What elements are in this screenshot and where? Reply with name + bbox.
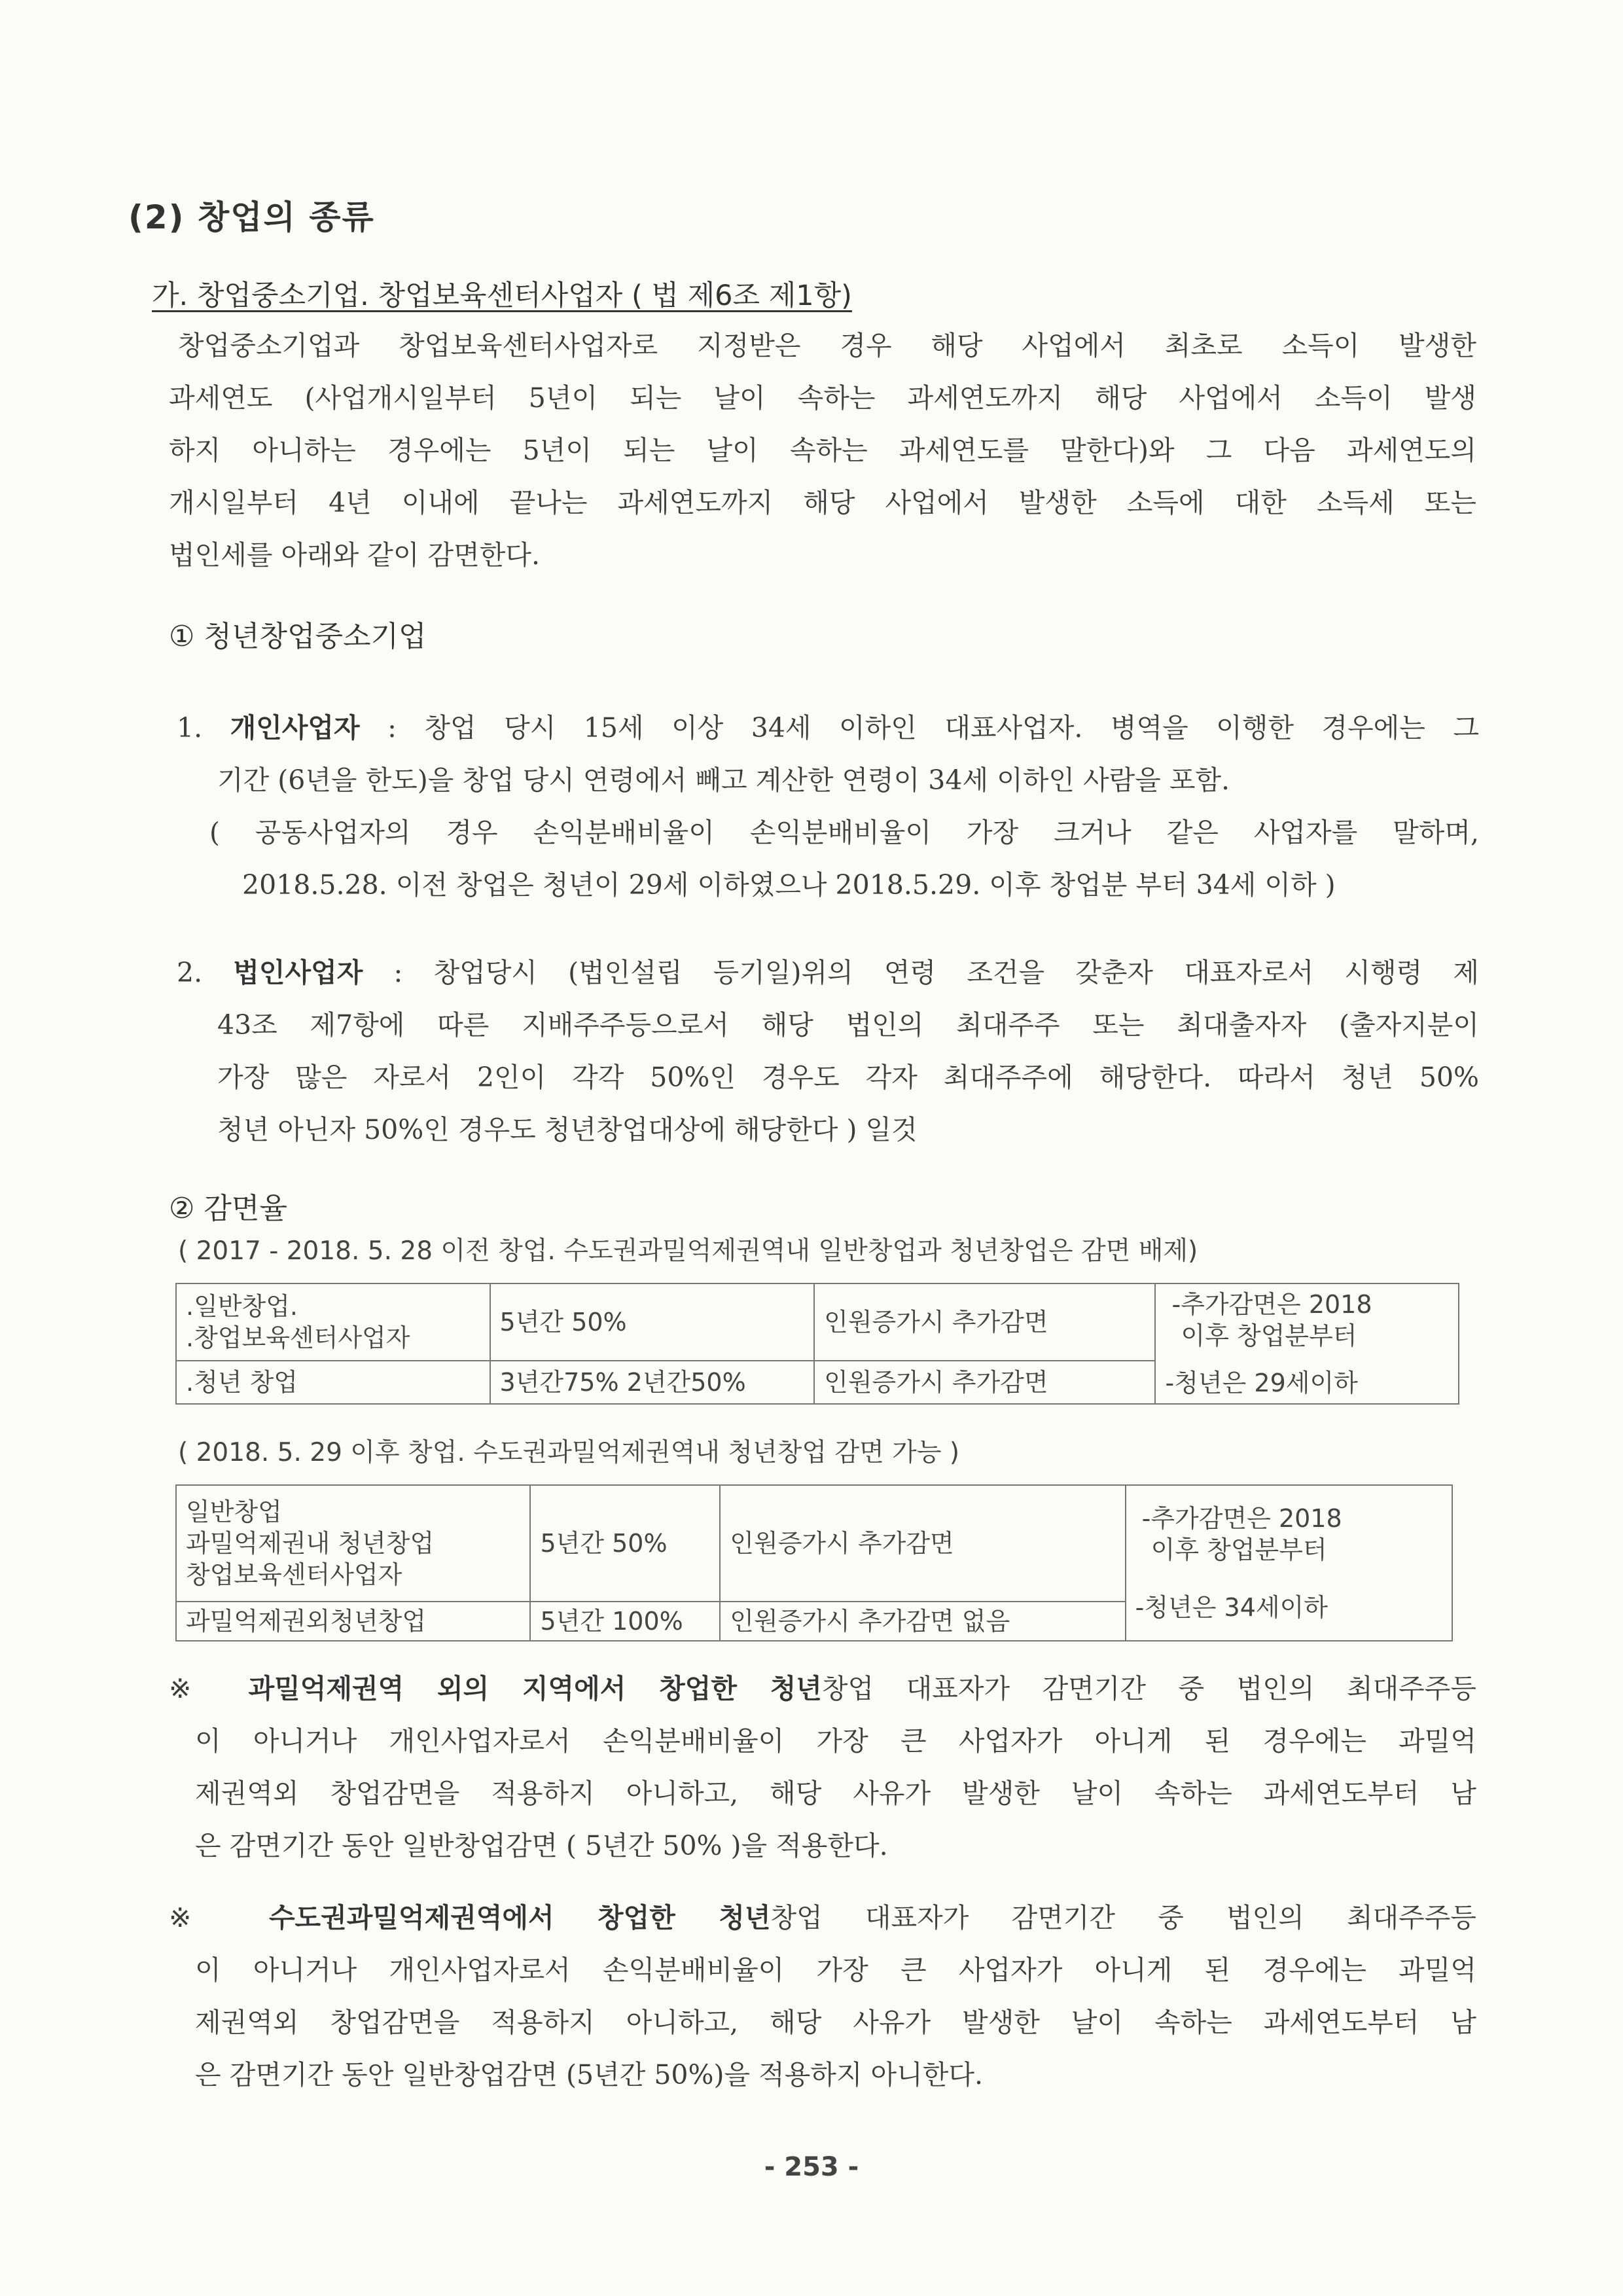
reduction-table-after-2018 [175,1484,1453,1641]
note-line: 이 아니거나 개인사업자로서 손익분배비율이 가장 큰 사업자가 아니게 된 경우에는 과밀억 [195,1725,1476,1757]
section-heading: (2) 창업의 종류 [128,198,375,236]
item-line: 청년 아닌자 50%인 경우도 청년창업대상에 해당한다 ) 일것 [217,1114,918,1145]
note-line [169,1892,1476,1944]
table-row [176,1283,1459,1361]
intro-paragraph [169,319,1476,581]
table-cell: -추가감면은 2018 이후 창업분부터 -청년은 29세이하 [1155,1283,1459,1404]
note-line: 이 아니거나 개인사업자로서 손익분배비율이 가장 큰 사업자가 아니게 된 경우에는 과밀억 [195,1954,1476,1986]
note-capital-overcrowded [169,1892,1476,2101]
item-text: : 창업 당시 15세 이상 34세 이하인 대표사업자. 병역을 이행한 경우에는 그 [359,712,1479,744]
item-corporate [177,946,1479,1156]
table-cell: 5년간 50% [490,1283,815,1361]
note-line: 은 감면기간 동안 일반창업감면 ( 5년간 50% )을 적용한다. [195,1830,888,1861]
item-line [177,702,1479,754]
table-cell: .청년 창업 [176,1361,490,1404]
table-cell: 인원증가시 추가감면 [814,1361,1155,1404]
item-label: 법인사업자 [233,957,363,988]
item-label: 개인사업자 [230,712,360,744]
item-text: : 창업당시 (법인설립 등기일)위의 연령 조건을 갖춘자 대표자로서 시행령 제 [363,957,1479,988]
note-line [169,1662,1476,1715]
intro-line: 하지 아니하는 경우에는 5년이 되는 날이 속하는 과세연도를 말한다)와 그 다음 과세연도의 [169,435,1476,466]
table-cell: 일반창업 과밀억제권내 청년창업 창업보육센터사업자 [176,1485,530,1602]
table-cell: -추가감면은 2018 이후 창업분부터 -청년은 34세이하 [1126,1485,1452,1641]
item-number: 1. [177,712,203,744]
reference-mark-icon: ※ [169,1902,226,1933]
note-emphasis: 과밀억제권역 외의 지역에서 창업한 청년 [215,1673,822,1704]
intro-line: 법인세를 아래와 같이 감면한다. [169,539,541,571]
note-outside-overcrowded [169,1662,1476,1872]
reduction-table-before-2018 [175,1283,1459,1405]
item-line: 기간 (6년을 한도)을 창업 당시 연령에서 빼고 계산한 연령이 34세 이하인 사람을 포함. [217,764,1230,796]
page-number: - 253 - [764,2152,859,2182]
item-line [177,946,1479,999]
table1-caption: ( 2017 - 2018. 5. 28 이전 창업. 수도권과밀억제권역내 일반창업과 청년창업은 감면 배제) [178,1236,1198,1266]
note-text: 창업 대표자가 감면기간 중 법인의 최대주주등 [821,1673,1476,1704]
table-cell: .일반창업. .창업보육센터사업자 [176,1283,490,1361]
reference-mark-icon: ※ [169,1673,215,1704]
note-line: 은 감면기간 동안 일반창업감면 (5년간 50%)을 적용하지 아니한다. [195,2059,984,2090]
table-cell: 인원증가시 추가감면 없음 [720,1602,1125,1641]
table-cell: 인원증가시 추가감면 [720,1485,1125,1602]
table2-caption: ( 2018. 5. 29 이후 창업. 수도권과밀억제권역내 청년창업 감면 가능 ) [178,1438,960,1467]
item-line: 가장 많은 자로서 2인이 각각 50%인 경우도 각자 최대주주에 해당한다. 따라서 청년 50% [217,1062,1479,1093]
youth-startup-heading: ① 청년창업중소기업 [169,620,427,653]
table-cell: 5년간 50% [530,1485,720,1602]
intro-line: 과세연도 (사업개시일부터 5년이 되는 날이 속하는 과세연도까지 해당 사업에서 소득이 발생 [169,382,1476,414]
note-emphasis: 수도권과밀억제권역에서 창업한 청년 [225,1902,771,1933]
table-row [176,1485,1452,1602]
item-line: 43조 제7항에 따른 지배주주등으로서 해당 법인의 최대주주 또는 최대출자자 (출자지분이 [217,1009,1479,1041]
table-cell: 인원증가시 추가감면 [814,1283,1155,1361]
note-line: 제권역외 창업감면을 적용하지 아니하고, 해당 사유가 발생한 날이 속하는 과세연도부터 남 [195,1778,1476,1809]
table-cell: 5년간 100% [530,1602,720,1641]
reduction-rate-heading: ② 감면율 [169,1192,287,1225]
intro-line: 개시일부터 4년 이내에 끝나는 과세연도까지 해당 사업에서 발생한 소득에 대한 소득세 또는 [169,487,1476,518]
subheading: 가. 창업중소기업. 창업보육센터사업자 ( 법 제6조 제1항) [152,279,852,312]
item-line: 2018.5.28. 이전 창업은 청년이 29세 이하였으나 2018.5.29. 이후 창업분 부터 34세 이하 ) [242,869,1336,901]
note-line: 제권역외 창업감면을 적용하지 아니하고, 해당 사유가 발생한 날이 속하는 과세연도부터 남 [195,2007,1476,2038]
item-number: 2. [177,957,203,988]
item-individual [177,702,1479,911]
table-cell: 과밀억제권외청년창업 [176,1602,530,1641]
table-cell: 3년간75% 2년간50% [490,1361,815,1404]
intro-line: 창업중소기업과 창업보육센터사업자로 지정받은 경우 해당 사업에서 최초로 소득이 발생한 [178,330,1476,361]
note-text: 창업 대표자가 감면기간 중 법인의 최대주주등 [770,1902,1476,1933]
item-line: ( 공동사업자의 경우 손익분배비율이 손익분배비율이 가장 크거나 같은 사업자를 말하며, [209,817,1479,848]
